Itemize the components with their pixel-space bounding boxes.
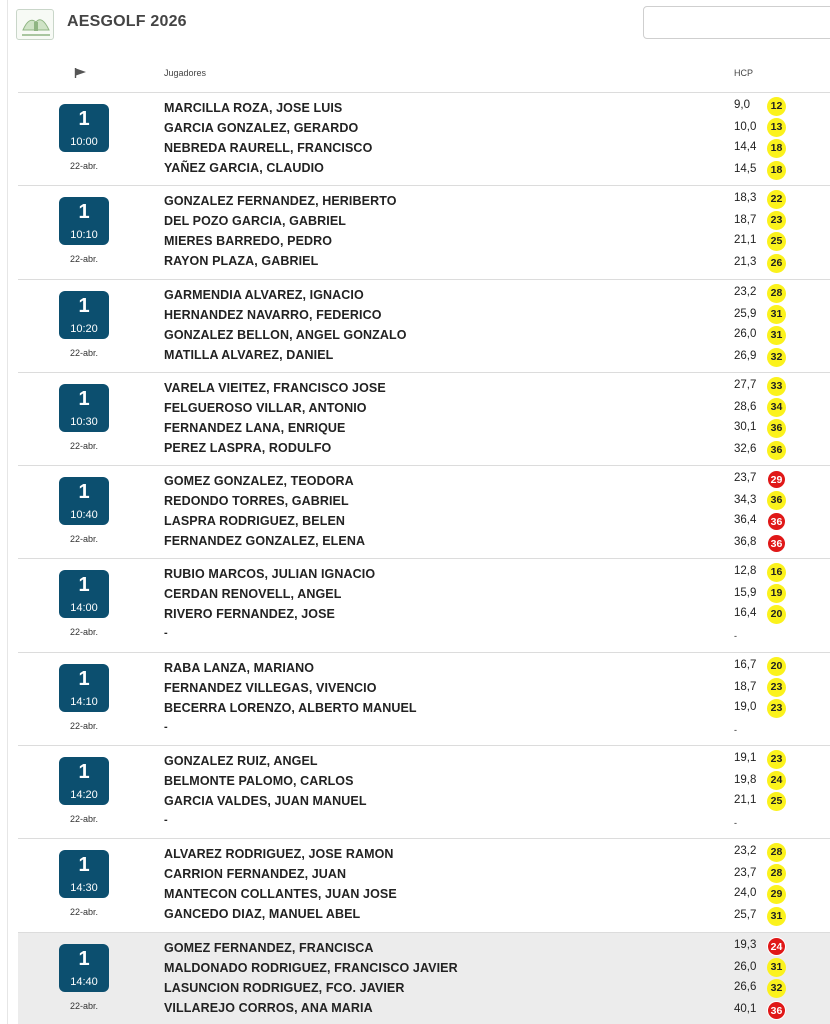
tee-time: 10:40 [70, 509, 98, 522]
player-name[interactable]: GANCEDO DIAZ, MANUEL ABEL [164, 907, 361, 922]
player-hcp: 19,8 [734, 774, 757, 787]
tee-times-list [18, 93, 830, 1024]
tee-hole: 1 [78, 294, 90, 317]
tee-hole: 1 [78, 201, 90, 224]
player-name[interactable]: FERNANDEZ GONZALEZ, ELENA [164, 534, 366, 549]
player-name[interactable]: BECERRA LORENZO, ALBERTO MANUEL [164, 700, 417, 715]
playing-hcp-badge: 28 [767, 843, 786, 862]
flag-icon [74, 67, 88, 79]
player-name[interactable]: GONZALEZ FERNANDEZ, HERIBERTO [164, 194, 397, 209]
playing-hcp-badge: 24 [767, 937, 786, 956]
playing-hcp-badge: 23 [767, 750, 786, 769]
player-name[interactable]: MANTECON COLLANTES, JUAN JOSE [164, 887, 397, 902]
tee-time-group[interactable] [18, 280, 830, 373]
player-hcp: 19,0 [734, 700, 757, 713]
player-name[interactable]: ALVAREZ RODRIGUEZ, JOSE RAMON [164, 847, 394, 862]
player-hcp: 10,0 [734, 121, 757, 133]
empty-player-slot: - [164, 720, 168, 733]
tee-time: 14:30 [70, 882, 98, 895]
tee-time: 10:10 [70, 229, 98, 242]
tee-badge [59, 104, 109, 152]
tee-date: 22-abr. [69, 1000, 99, 1011]
tee-time-group[interactable] [18, 93, 830, 186]
player-hcp: 26,6 [734, 980, 757, 993]
playing-hcp-badge: 22 [767, 190, 786, 209]
playing-hcp-badge: 25 [767, 792, 786, 811]
column-header-hcp[interactable]: HCP [734, 68, 754, 78]
playing-hcp-badge: 19 [767, 584, 786, 603]
player-name[interactable]: MARCILLA ROZA, JOSE LUIS [164, 101, 343, 115]
tee-hole: 1 [78, 761, 90, 784]
playing-hcp-badge: 23 [767, 678, 786, 697]
tee-time: 10:20 [70, 322, 98, 335]
playing-hcp-badge: 29 [767, 470, 786, 489]
player-name[interactable]: YAÑEZ GARCIA, CLAUDIO [164, 161, 324, 175]
playing-hcp-badge: 31 [767, 326, 786, 345]
player-hcp: 23,7 [734, 867, 757, 880]
column-header-players[interactable]: Jugadores [164, 68, 207, 78]
player-name[interactable]: REDONDO TORRES, GABRIEL [164, 494, 349, 509]
player-name[interactable]: FERNANDEZ VILLEGAS, VIVENCIO [164, 680, 377, 695]
tee-date: 22-abr. [69, 627, 99, 638]
player-name[interactable]: CARRION FERNANDEZ, JUAN [164, 867, 347, 882]
player-name[interactable]: GARCIA VALDES, JUAN MANUEL [164, 794, 367, 809]
tee-date: 22-abr. [69, 254, 99, 265]
player-hcp: 14,5 [734, 163, 757, 175]
playing-hcp-badge: 18 [767, 139, 786, 158]
playing-hcp-badge: 32 [767, 348, 786, 367]
tee-badge [59, 757, 109, 805]
player-name[interactable]: HERNANDEZ NAVARRO, FEDERICO [164, 307, 382, 322]
tee-time: 10:30 [70, 415, 98, 428]
playing-hcp-badge: 29 [767, 885, 786, 904]
playing-hcp-badge: 31 [767, 958, 786, 977]
player-name[interactable]: FERNANDEZ LANA, ENRIQUE [164, 420, 346, 435]
playing-hcp-badge: 31 [767, 305, 786, 324]
playing-hcp-badge: 24 [767, 771, 786, 790]
playing-hcp-badge: 13 [767, 118, 786, 137]
playing-hcp-badge: 18 [767, 161, 786, 180]
tee-badge [59, 850, 109, 898]
playing-hcp-badge: 36 [767, 534, 786, 553]
player-name[interactable]: GOMEZ GONZALEZ, TEODORA [164, 474, 354, 489]
playing-hcp-badge: 25 [767, 232, 786, 251]
player-hcp: 18,3 [734, 192, 757, 205]
tee-date: 22-abr. [69, 907, 99, 918]
playing-hcp-badge: 33 [767, 377, 786, 396]
player-hcp: 25,9 [734, 307, 757, 320]
player-hcp: 34,3 [734, 494, 757, 507]
tee-badge [59, 477, 109, 525]
tee-time: 14:40 [70, 975, 98, 988]
playing-hcp-badge: 23 [767, 699, 786, 718]
player-name[interactable]: LASUNCION RODRIGUEZ, FCO. JAVIER [164, 980, 405, 995]
player-hcp: 19,1 [734, 752, 757, 765]
player-hcp: 21,1 [734, 794, 757, 807]
tee-hole: 1 [78, 108, 90, 130]
table-header [18, 58, 830, 93]
player-name[interactable]: GARMENDIA ALVAREZ, IGNACIO [164, 287, 364, 302]
player-hcp: 14,4 [734, 141, 757, 153]
player-hcp: 19,3 [734, 938, 757, 951]
player-name[interactable]: VARELA VIEITEZ, FRANCISCO JOSE [164, 380, 386, 395]
playing-hcp-badge: 31 [767, 907, 786, 926]
player-hcp: 40,1 [734, 1002, 757, 1015]
tee-badge [59, 197, 109, 245]
player-hcp: 25,7 [734, 909, 757, 922]
page-left-border [7, 0, 8, 1024]
player-name[interactable]: NEBREDA RAURELL, FRANCISCO [164, 141, 373, 155]
player-hcp: 24,0 [734, 887, 757, 900]
player-hcp: 12,8 [734, 565, 757, 578]
tee-time-group[interactable] [18, 559, 830, 652]
tee-time: 14:00 [70, 602, 98, 615]
player-hcp: 15,9 [734, 587, 757, 600]
player-hcp: - [734, 724, 737, 735]
player-name[interactable]: RIVERO FERNANDEZ, JOSE [164, 607, 335, 622]
search-input[interactable] [643, 6, 830, 39]
player-name[interactable]: VILLAREJO CORROS, ANA MARIA [164, 1000, 373, 1015]
playing-hcp-badge: 20 [767, 605, 786, 624]
player-hcp: 16,7 [734, 658, 757, 671]
tee-badge [59, 570, 109, 618]
app-title: AESGOLF 2026 [67, 13, 187, 30]
tee-date: 22-abr. [69, 814, 99, 825]
tee-hole: 1 [78, 947, 90, 970]
playing-hcp-badge: 36 [767, 491, 786, 510]
playing-hcp-badge: 32 [767, 979, 786, 998]
player-hcp: 21,3 [734, 256, 757, 269]
empty-player-slot: - [164, 627, 168, 640]
player-name[interactable]: RABA LANZA, MARIANO [164, 660, 315, 675]
playing-hcp-badge: 36 [767, 441, 786, 460]
player-name[interactable]: GARCIA GONZALEZ, GERARDO [164, 121, 359, 135]
tee-hole: 1 [78, 854, 90, 877]
player-hcp: 18,7 [734, 680, 757, 693]
playing-hcp-badge: 36 [767, 1001, 786, 1020]
tee-time: 14:20 [70, 789, 98, 802]
player-hcp: 23,7 [734, 472, 757, 485]
player-name[interactable]: BELMONTE PALOMO, CARLOS [164, 774, 354, 789]
playing-hcp-badge: 23 [767, 211, 786, 230]
tee-badge [59, 384, 109, 432]
player-hcp: 23,2 [734, 845, 757, 858]
empty-player-slot: - [164, 814, 168, 827]
player-hcp: 26,9 [734, 349, 757, 362]
tee-time-group[interactable] [18, 839, 830, 932]
tee-badge [59, 664, 109, 712]
tee-time-group[interactable] [18, 373, 830, 466]
tee-hole: 1 [78, 574, 90, 597]
player-hcp: - [734, 818, 737, 829]
player-name[interactable]: RAYON PLAZA, GABRIEL [164, 254, 319, 269]
tee-hole: 1 [78, 387, 90, 410]
player-name[interactable]: DEL POZO GARCIA, GABRIEL [164, 214, 347, 229]
app-header [0, 0, 830, 44]
tee-date: 22-abr. [69, 440, 99, 451]
player-hcp: - [734, 631, 737, 642]
tee-time-group[interactable] [18, 653, 830, 746]
player-name[interactable]: GOMEZ FERNANDEZ, FRANCISCA [164, 940, 374, 955]
player-hcp: 27,7 [734, 378, 757, 391]
tee-time: 10:00 [70, 136, 98, 148]
playing-hcp-badge: 36 [767, 419, 786, 438]
tee-time-group[interactable] [18, 466, 830, 559]
player-name[interactable]: GONZALEZ RUIZ, ANGEL [164, 754, 318, 769]
player-hcp: 21,1 [734, 234, 757, 247]
tee-date: 22-abr. [69, 161, 99, 171]
tee-badge [59, 944, 109, 992]
player-hcp: 32,6 [734, 442, 757, 455]
player-name[interactable]: MALDONADO RODRIGUEZ, FRANCISCO JAVIER [164, 960, 458, 975]
player-name[interactable]: LASPRA RODRIGUEZ, BELEN [164, 514, 346, 529]
player-name[interactable]: MIERES BARREDO, PEDRO [164, 234, 333, 249]
tee-badge [59, 291, 109, 339]
player-hcp: 36,8 [734, 536, 757, 549]
player-name[interactable]: GONZALEZ BELLON, ANGEL GONZALO [164, 327, 407, 342]
tee-time: 14:10 [70, 695, 98, 708]
player-name[interactable]: PEREZ LASPRA, RODULFO [164, 440, 332, 455]
playing-hcp-badge: 34 [767, 398, 786, 417]
player-name[interactable]: MATILLA ALVAREZ, DANIEL [164, 347, 334, 362]
player-hcp: 30,1 [734, 420, 757, 433]
player-hcp: 16,4 [734, 607, 757, 620]
tee-date: 22-abr. [69, 347, 99, 358]
playing-hcp-badge: 28 [767, 284, 786, 303]
player-hcp: 28,6 [734, 400, 757, 413]
tee-hole: 1 [78, 667, 90, 690]
player-name[interactable]: CERDAN RENOVELL, ANGEL [164, 587, 342, 602]
club-logo [16, 9, 54, 40]
tee-date: 22-abr. [69, 534, 99, 545]
player-hcp: 26,0 [734, 960, 757, 973]
player-name[interactable]: FELGUEROSO VILLAR, ANTONIO [164, 400, 367, 415]
playing-hcp-badge: 28 [767, 864, 786, 883]
tee-time-group[interactable] [18, 186, 830, 279]
playing-hcp-badge: 20 [767, 657, 786, 676]
tee-time-group[interactable] [18, 933, 830, 1024]
playing-hcp-badge: 36 [767, 512, 786, 531]
player-hcp: 26,0 [734, 327, 757, 340]
playing-hcp-badge: 16 [767, 563, 786, 582]
player-hcp: 9,0 [734, 99, 750, 111]
tee-date: 22-abr. [69, 720, 99, 731]
player-name[interactable]: RUBIO MARCOS, JULIAN IGNACIO [164, 567, 376, 582]
tee-time-group[interactable] [18, 746, 830, 839]
player-hcp: 36,4 [734, 514, 757, 527]
tee-hole: 1 [78, 481, 90, 504]
playing-hcp-badge: 26 [767, 254, 786, 273]
player-hcp: 18,7 [734, 214, 757, 227]
player-hcp: 23,2 [734, 285, 757, 298]
playing-hcp-badge: 12 [767, 97, 786, 116]
